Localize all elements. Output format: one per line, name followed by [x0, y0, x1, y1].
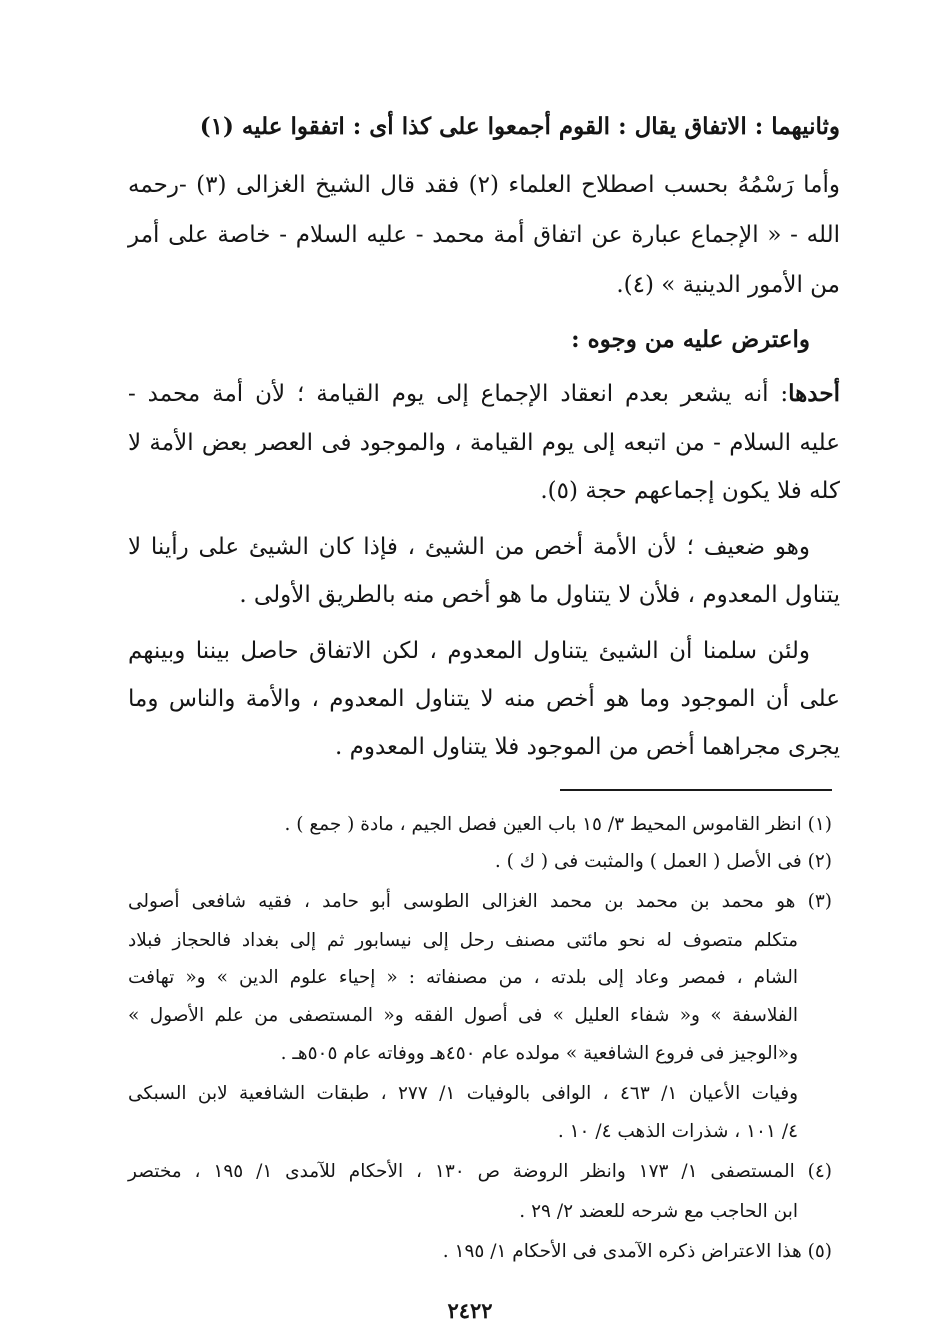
footnote-3-line-2: متكلم متصوف له نحو مائتى مصنف رحل إلى نيسابور ثم إلى بغداد فالحجاز فبلاد: [128, 930, 798, 951]
page-number: ٢٤٢٢: [447, 1298, 493, 1323]
footnote-3-line-5: و«الوجيز فى فروع الشافعية » مولده عام ٤٥٠هـ ووفاته عام ٥٠٥هـ .: [280, 1043, 798, 1064]
body-line-12: على أن الموجود وما هو أخص منه لا يتناول المعدوم ، والأمة والناس وما: [128, 686, 840, 712]
footnote-3-line-6: وفيات الأعيان ١/ ٤٦٣ ، الوافى بالوفيات ١/ ٢٧٧ ، طبقات الشافعية لابن السبكى: [128, 1083, 799, 1104]
footnote-4-line-2: ابن الحاجب مع شرحه للعضد ٢/ ٢٩ .: [519, 1201, 798, 1222]
footnote-separator: [560, 789, 832, 791]
body-line-6: [128, 377, 840, 411]
body-line-9: وهو ضعيف ؛ لأن الأمة أخص من الشيئ ، فإذا كان الشيئ على رأينا لا: [128, 534, 810, 560]
body-line-1: وثانيهما : الاتفاق يقال : القوم أجمعوا على كذا أى : اتفقوا عليه (١): [199, 113, 840, 140]
footnote-1: (١) انظر القاموس المحيط ٣/ ١٥ باب العين فصل الجيم ، مادة ( جمع ) .: [284, 814, 832, 835]
footnote-5: (٥) هذا الاعتراض ذكره الآمدى فى الأحكام ١/ ١٩٥ .: [442, 1241, 832, 1262]
body-line-10: يتناول المعدوم ، فلأن لا يتناول ما هو أخص منه بالطريق الأولى .: [239, 582, 840, 608]
body-line-2: وأما رَسْمُهُ بحسب اصطلاح العلماء (٢) فقد قال الشيخ الغزالى (٣) -رحمه: [128, 172, 841, 198]
body-line-7: عليه السلام - من اتبعه إلى يوم القيامة ، والموجود فى العصر بعض الأمة لا: [128, 430, 840, 456]
footnote-3-line-4: الفلاسفة » و« شفاء العليل » فى أصول الفقه و« المستصفى من علم الأصول »: [128, 1005, 798, 1026]
footnote-2: (٢) فى الأصل ( العمل ) والمثبت فى ( ك ) .: [494, 851, 832, 872]
footnote-3-line-3: الشام ، فمصر وعاد إلى بلدته ، من مصنفاته : « إحياء علوم الدين » و« تهافت: [128, 967, 798, 988]
body-line-13: يجرى مجراهما أخص من الموجود فلا يتناول المعدوم .: [335, 734, 840, 760]
body-line-6-text: : أنه يشعر بعدم انعقاد الإجماع إلى يوم القيامة ؛ لأن أمة محمد -: [128, 381, 789, 407]
body-line-11: ولئن سلمنا أن الشيئ يتناول المعدوم ، لكن الاتفاق حاصل بيننا وبينهم: [128, 638, 810, 664]
section-heading: واعترض عليه من وجوه :: [571, 326, 810, 353]
footnote-4-line-1: (٤) المستصفى ١/ ١٧٣ وانظر الروضة ص ١٣٠ ، الأحكام للآمدى ١/ ١٩٥ ، مختصر: [128, 1161, 833, 1182]
footnote-3-line-7: ٤/ ١٠١ ، شذرات الذهب ٤/ ١٠ .: [557, 1121, 798, 1142]
body-line-3: الله - « الإجماع عبارة عن اتفاق أمة محمد - عليه السلام - خاصة على أمر: [128, 222, 840, 248]
body-line-8: كله فلا يكون إجماعهم حجة (٥).: [540, 478, 840, 504]
first-objection-label: أحدها: [788, 380, 840, 407]
footnote-3-line-1: (٣) هو محمد بن محمد بن محمد الغزالى الطوسى أبو حامد ، فقيه شافعى أصولى: [128, 891, 832, 912]
body-line-4: من الأمور الدينية » (٤).: [616, 272, 840, 298]
